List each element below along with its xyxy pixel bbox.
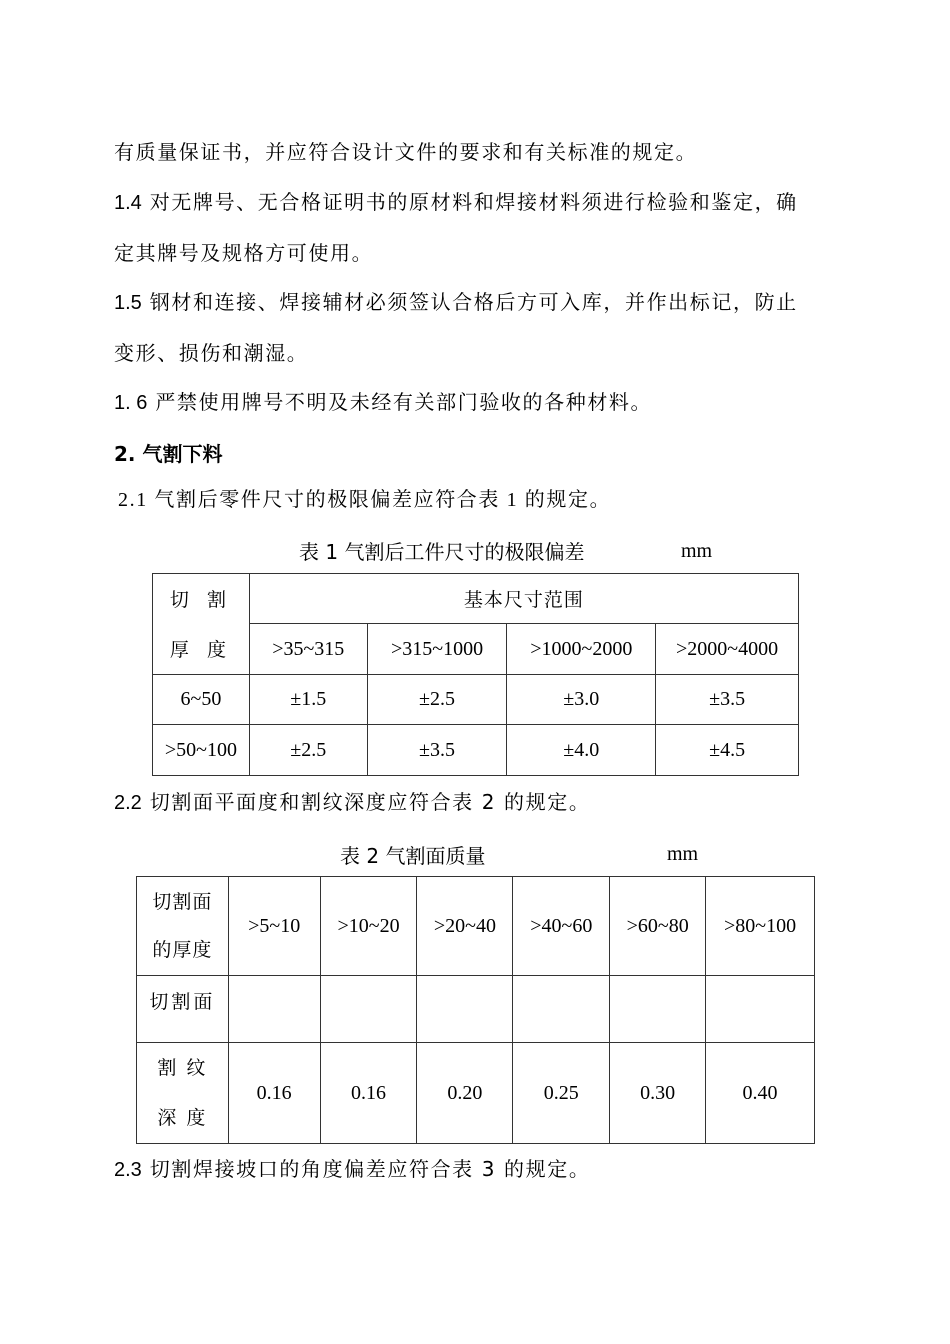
table2-caption: [340, 840, 485, 869]
row-label-text: 切割面: [149, 991, 216, 1013]
column-header: >40~60: [513, 877, 610, 976]
row-label: 6~50: [153, 675, 250, 725]
paragraph-text: 对无牌号、无合格证明书的原材料和焊接材料须进行检验和鉴定，确: [149, 190, 798, 214]
paragraph-1-6: [114, 377, 844, 428]
paragraph-2-3: [114, 1144, 844, 1195]
table1-unit: [681, 538, 712, 563]
table-cell: ±1.5: [249, 675, 367, 725]
row-label-text: 深 度: [157, 1107, 208, 1129]
section-number: 1.5: [114, 292, 142, 314]
section-number: 1. 6: [114, 392, 148, 414]
table-cell: [320, 976, 417, 1043]
table1-title: 表 1 气割后工件尺寸的极限偏差: [299, 540, 585, 564]
paragraph-text: 变形、损伤和潮湿。: [114, 341, 309, 365]
header-line: 的厚度: [152, 939, 213, 961]
paragraph-1-5: [114, 277, 844, 378]
row-header-cell: 厚 度: [153, 624, 250, 675]
table-cell: [706, 976, 815, 1043]
paragraph-text: 2.1 气割后零件尺寸的极限偏差应符合表 1 的规定。: [118, 489, 612, 511]
section-heading-2: 2. 气割下料: [114, 442, 223, 466]
column-header: >10~20: [320, 877, 417, 976]
table1-caption: [299, 536, 584, 565]
table-cell: ±3.5: [367, 725, 507, 776]
table-cell: [610, 976, 706, 1043]
group-header-cell: 基本尺寸范围: [249, 574, 798, 624]
paragraph-text: 定其牌号及规格方可使用。: [114, 241, 374, 265]
column-header: >60~80: [610, 877, 706, 976]
paragraph-quality-certificate: [114, 127, 844, 177]
table1: [152, 573, 799, 776]
table-row: [153, 725, 799, 776]
table-cell: 0.40: [706, 1043, 815, 1144]
paragraph-text: 严禁使用牌号不明及未经有关部门验收的各种材料。: [155, 390, 653, 414]
table-cell: 0.16: [320, 1043, 417, 1144]
unit-label: mm: [667, 843, 699, 865]
section-number: 2.3: [114, 1159, 142, 1181]
table-row: [137, 1043, 815, 1144]
column-header: >315~1000: [367, 624, 507, 675]
table2: [136, 876, 815, 1144]
row-label-text: 割 纹: [157, 1057, 208, 1079]
table-cell: [513, 976, 610, 1043]
paragraph-text: 钢材和连接、焊接辅材必须签认合格后方可入库，并作出标记，防止: [149, 290, 798, 314]
paragraph-1-4: [114, 177, 844, 278]
table-cell: ±4.5: [656, 725, 799, 776]
table-cell: 0.20: [417, 1043, 513, 1144]
column-header: >5~10: [228, 877, 320, 976]
column-header: >1000~2000: [507, 624, 656, 675]
table-cell: [228, 976, 320, 1043]
column-header: >2000~4000: [656, 624, 799, 675]
table-row: [137, 976, 815, 1043]
paragraph-text: 切割焊接坡口的角度偏差应符合表 3 的规定。: [149, 1157, 591, 1181]
table-cell: [417, 976, 513, 1043]
column-header: >20~40: [417, 877, 513, 976]
row-label: >50~100: [153, 725, 250, 776]
table-cell: ±3.5: [656, 675, 799, 725]
row-header-cell: [137, 877, 229, 976]
section-number: 1.4: [114, 192, 142, 214]
table-cell: ±4.0: [507, 725, 656, 776]
column-header: >35~315: [249, 624, 367, 675]
table-cell: 0.30: [610, 1043, 706, 1144]
row-label: [137, 1043, 229, 1144]
table-cell: 0.16: [228, 1043, 320, 1144]
paragraph-text: 有质量保证书，并应符合设计文件的要求和有关标准的规定。: [114, 140, 698, 164]
table-cell: ±3.0: [507, 675, 656, 725]
header-line: 切割面: [152, 891, 213, 913]
paragraph-2-2: [114, 777, 844, 828]
paragraph-text: 切割面平面度和割纹深度应符合表 2 的规定。: [149, 790, 591, 814]
table-cell: ±2.5: [249, 725, 367, 776]
row-header-cell: 切 割: [153, 574, 250, 624]
row-label: [137, 976, 229, 1043]
unit-label: mm: [681, 540, 713, 562]
section-number: 2.2: [114, 792, 142, 814]
table-cell: 0.25: [513, 1043, 610, 1144]
column-header: >80~100: [706, 877, 815, 976]
table-cell: ±2.5: [367, 675, 507, 725]
table2-unit: [667, 841, 698, 866]
table-row: [153, 675, 799, 725]
paragraph-2-1: [118, 475, 848, 525]
table2-title: 表 2 气割面质量: [340, 844, 486, 868]
